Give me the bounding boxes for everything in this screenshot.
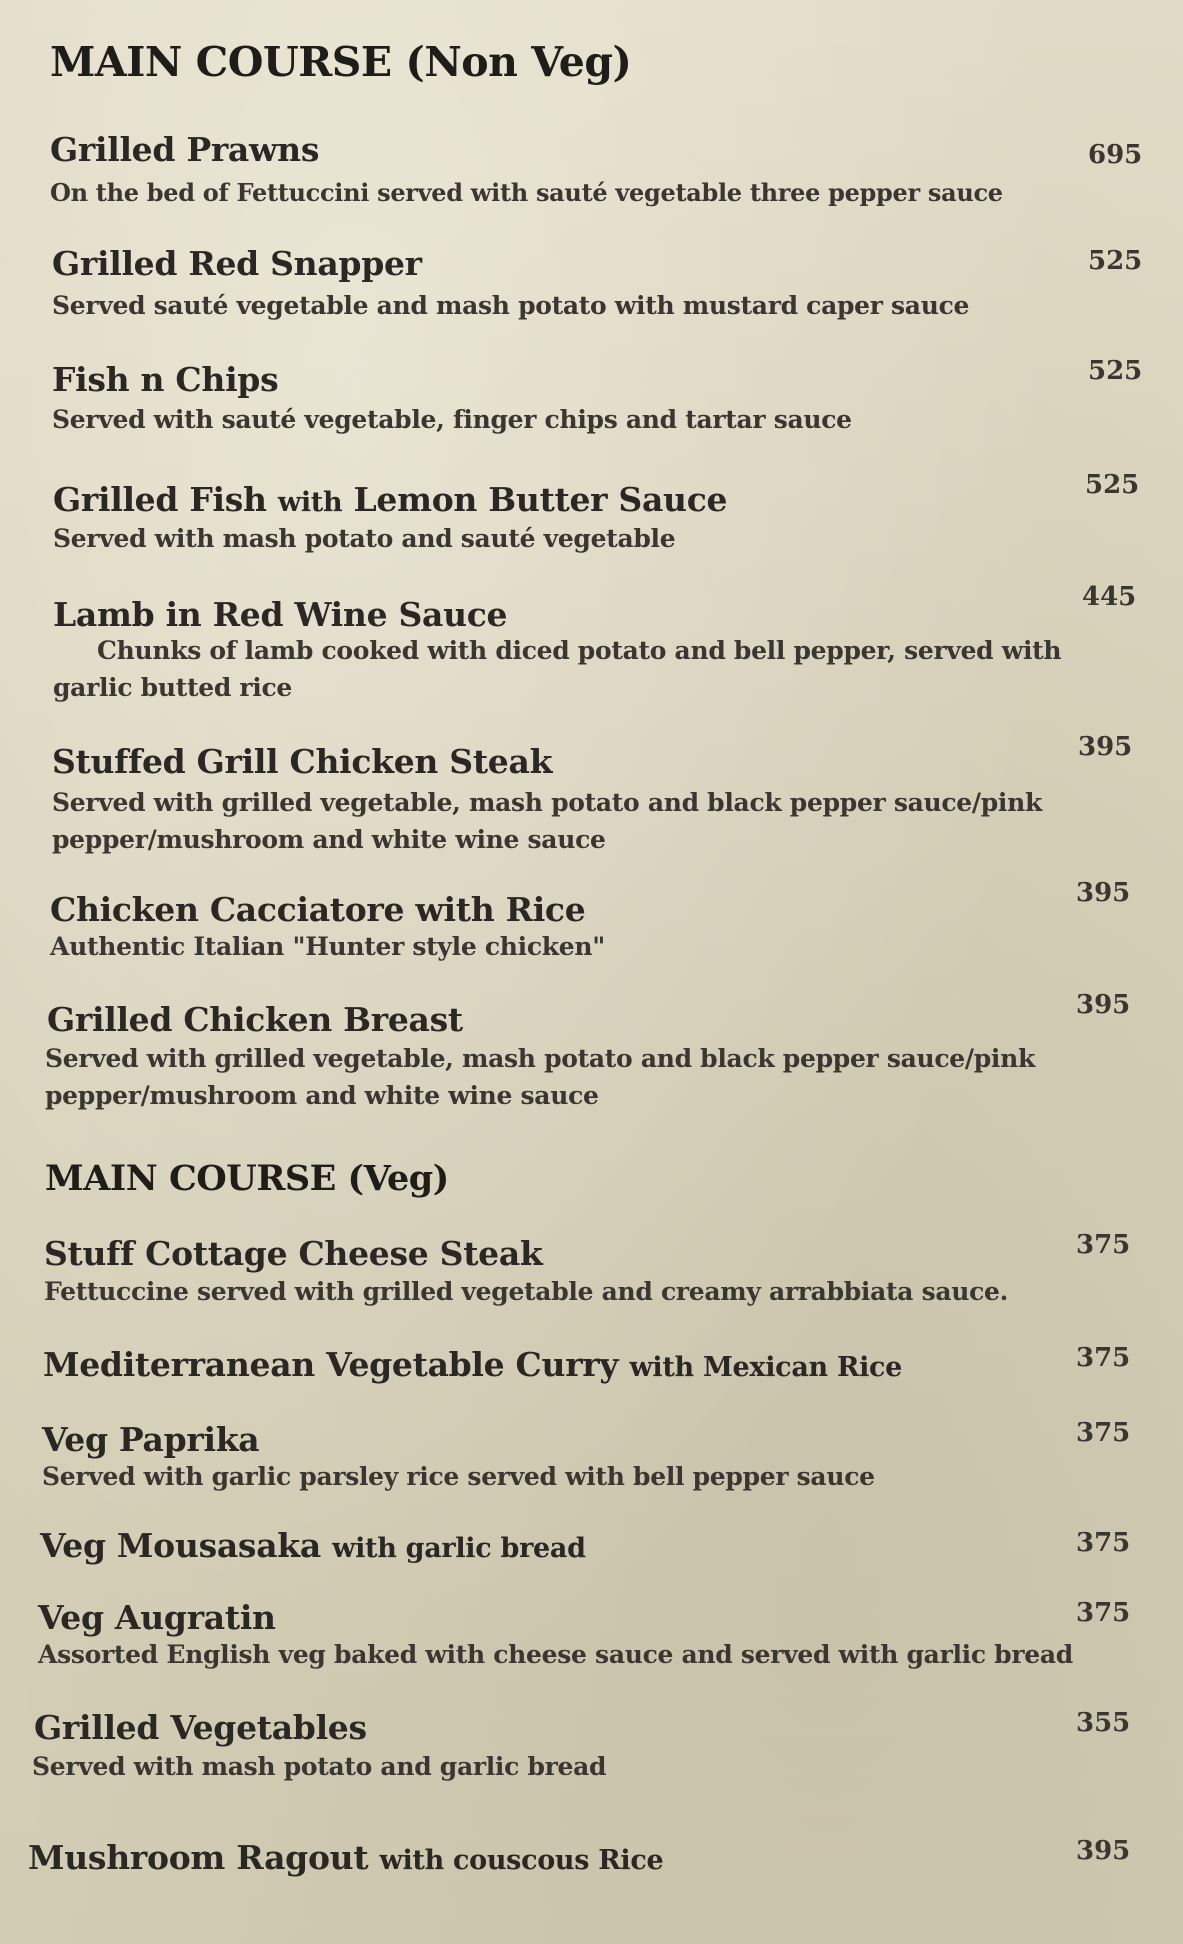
item-price: 355 [1076,1708,1131,1738]
item-name-suffix: with couscous Rice [379,1845,664,1876]
item-description: Served with sauté vegetable, finger chips and tartar sauce [52,405,852,434]
item-name: Lamb in Red Wine Sauce [53,595,508,634]
item-price: 395 [1076,878,1131,908]
item-description: Served sauté vegetable and mash potato with mustard caper sauce [52,291,970,320]
item-description: Served with grilled vegetable, mash potato and black pepper sauce/pink pepper/mushroom and white wine sauce [45,1044,1036,1110]
item-price: 395 [1076,1836,1131,1866]
item-name-suffix: with garlic bread [332,1533,586,1564]
item-price: 445 [1082,582,1137,612]
item-price: 695 [1088,140,1143,170]
section-title-veg: MAIN COURSE (Veg) [45,1158,449,1199]
item-price: 375 [1076,1418,1131,1448]
item-description: Fettuccine served with grilled vegetable and creamy arrabbiata sauce. [44,1277,1009,1306]
item-name: Chicken Cacciatore with Rice [50,890,586,929]
item-name-part: Lemon Butter Sauce [353,480,728,519]
item-price: 525 [1088,356,1143,386]
item-name [53,480,727,519]
item-name-part: Grilled Fish [53,480,267,519]
section-title-non-veg: MAIN COURSE (Non Veg) [50,38,632,86]
item-name-suffix: with Mexican Rice [629,1352,903,1383]
item-description: Assorted English veg baked with cheese sauce and served with garlic bread [38,1640,1073,1669]
item-name-part: Mediterranean Vegetable Curry [43,1345,619,1384]
item-name: Grilled Chicken Breast [47,1000,463,1039]
item-description: Served with grilled vegetable, mash potato and black pepper sauce/pink pepper/mushroom and white wine sauce [52,788,1043,854]
item-name [43,1345,902,1384]
item-price: 395 [1078,732,1133,762]
item-name: Fish n Chips [52,360,279,399]
item-price: 525 [1088,246,1143,276]
item-description: On the bed of Fettuccini served with sauté vegetable three pepper sauce [50,178,1003,207]
item-description: Served with garlic parsley rice served with bell pepper sauce [42,1462,875,1491]
item-name: Stuffed Grill Chicken Steak [52,742,553,781]
item-price: 375 [1076,1598,1131,1628]
item-price: 375 [1076,1528,1131,1558]
item-name: Veg Paprika [42,1420,260,1459]
item-price: 375 [1076,1230,1131,1260]
item-name [28,1838,663,1877]
item-name-part: Veg Mousasaka [40,1526,321,1565]
item-name: Grilled Prawns [50,130,320,169]
item-name: Grilled Red Snapper [52,244,422,283]
item-description: Served with mash potato and garlic bread [32,1752,607,1781]
item-description: Chunks of lamb cooked with diced potato and bell pepper, served with garlic butted rice [53,636,1062,702]
item-name-suffix: with [277,487,343,518]
item-name-part: Mushroom Ragout [28,1838,369,1877]
item-price: 525 [1085,470,1140,500]
item-description: Served with mash potato and sauté vegetable [53,524,676,553]
item-price: 395 [1076,990,1131,1020]
item-name: Grilled Vegetables [34,1708,367,1747]
item-name: Veg Augratin [38,1598,276,1637]
item-description: Authentic Italian "Hunter style chicken" [50,932,605,961]
item-name [40,1526,586,1565]
item-name: Stuff Cottage Cheese Steak [44,1234,543,1273]
item-price: 375 [1076,1343,1131,1373]
